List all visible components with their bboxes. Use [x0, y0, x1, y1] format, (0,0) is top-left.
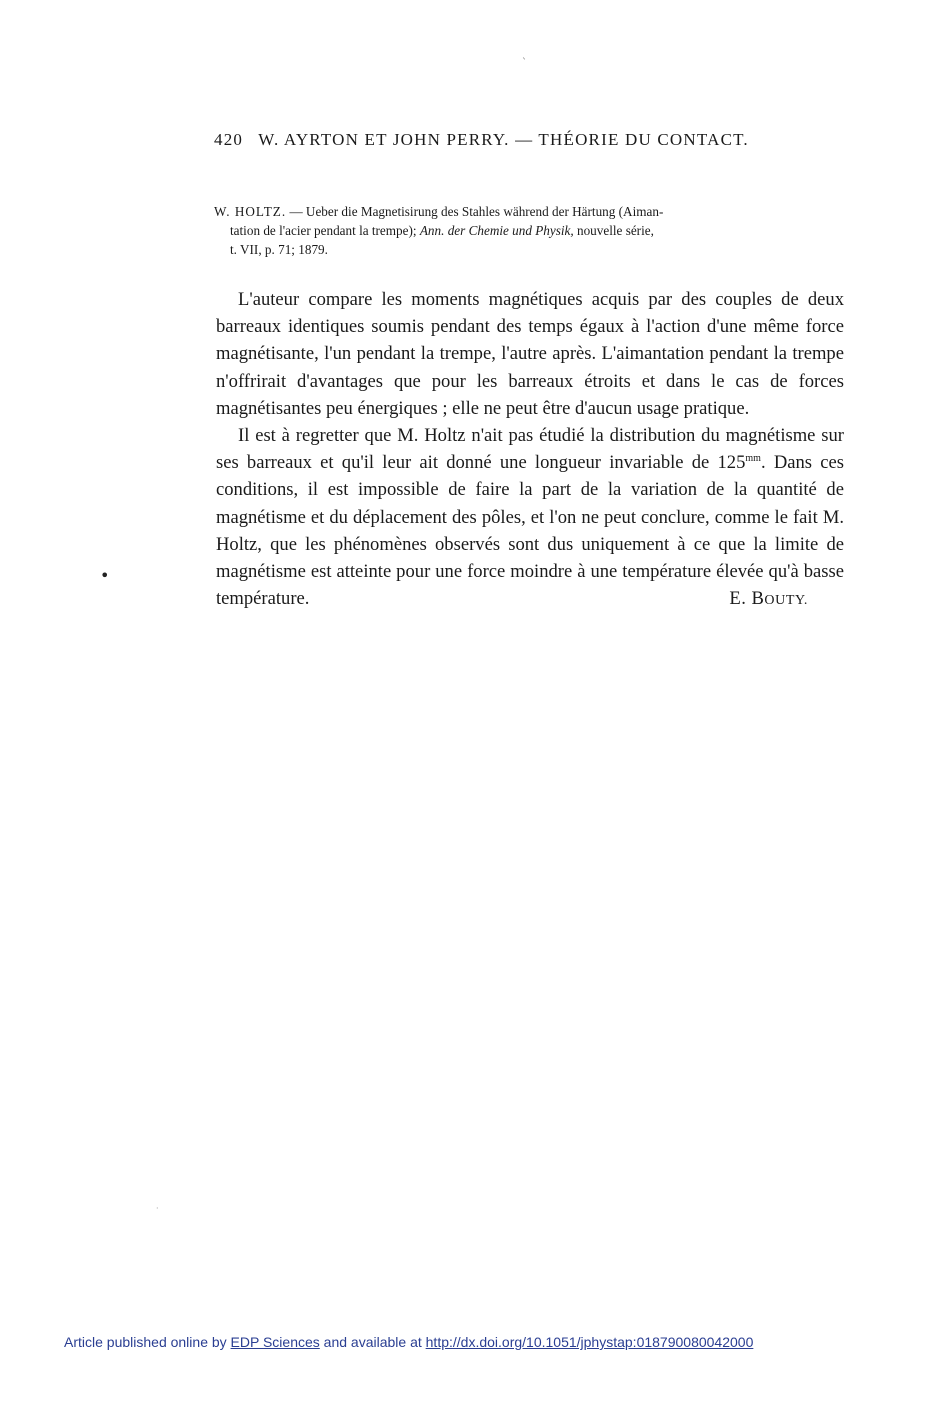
- article-body: [216, 286, 844, 614]
- citation-journal: Ann. der Chemie und Physik,: [419, 223, 574, 238]
- citation: [214, 202, 846, 259]
- citation-line-1: [214, 202, 846, 221]
- signature: [707, 585, 808, 614]
- citation-author: W. HOLTZ.: [214, 204, 287, 219]
- stray-mark-left: •: [100, 566, 110, 585]
- doi-link[interactable]: http://dx.doi.org/10.1051/jphystap:018790080042000: [425, 1334, 754, 1350]
- paragraph-2: [216, 422, 844, 612]
- paragraph-2-part-a: Il est à regretter que M. Holtz n'ait pas étudié la distribution du magnétisme sur ses barreaux et qu'il leur ait donné une longueur invariable de 125: [216, 425, 844, 474]
- running-head: [214, 130, 834, 150]
- publication-footer: [64, 1334, 753, 1350]
- page-number: 420: [214, 130, 244, 149]
- running-title: W. AYRTON ET JOHN PERRY. — THÉORIE DU CONTACT.: [258, 130, 749, 149]
- citation-title: — Ueber die Magnetisirung des Stahles während der Härtung (Aiman-: [286, 204, 664, 219]
- citation-volume: t. VII, p. 71; 1879.: [230, 242, 328, 257]
- paragraph-2-part-b: . Dans ces conditions, il est impossible de faire la part de la variation de la quantité de magnétisme et du déplacement des pôles, et l'on ne peut conclure, comme le fait M. Holtz, que les phénomènes observés sont dus uniquement à ce que la limite de magnétisme est atteinte pour une force moindre à une température élevée qu'à basse température.: [216, 452, 844, 610]
- citation-series: nouvelle série,: [573, 223, 654, 238]
- stray-mark-bottom: ·: [156, 1204, 159, 1213]
- stray-mark-top: `: [522, 58, 527, 69]
- paragraph-1: L'auteur compare les moments magnétiques acquis par des couples de deux barreaux identiques soumis pendant des temps égaux à l'action d'une même force magnétisante, l'un pendant la trempe, l'autre après. L'aimantation pendant la trempe n'offrirait d'avantages que pour les barreaux étroits et dans le cas de forces magnétisantes peu énergiques ; elle ne peut être d'aucun usage pratique.: [216, 289, 844, 419]
- footer-text-2: and available at: [319, 1334, 426, 1350]
- signature-initial: E. B: [729, 588, 765, 610]
- footer-text-1: Article published online by: [64, 1334, 231, 1350]
- signature-smallcaps: OUTY.: [764, 593, 808, 609]
- citation-line-2: [214, 221, 846, 240]
- edp-sciences-link[interactable]: EDP Sciences: [230, 1334, 320, 1350]
- unit-mm: mm: [745, 453, 761, 465]
- citation-title-translation: tation de l'acier pendant la trempe);: [230, 223, 420, 238]
